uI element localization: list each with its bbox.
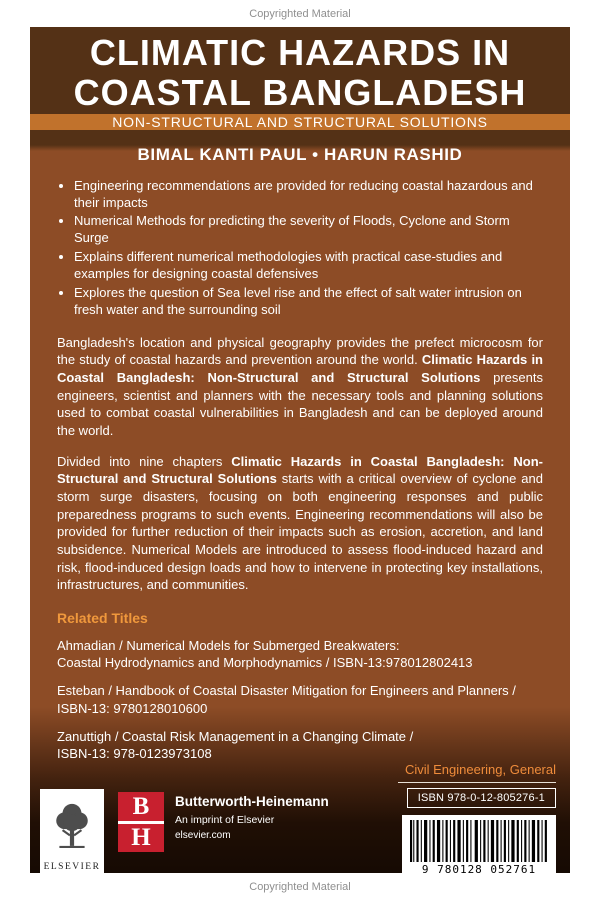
description-paragraph-1 <box>57 334 543 440</box>
paragraph-text: presents engineers, scientist and planners with the necessary tools and planning solutions used to combat coastal vulnerabilities in Bangladesh and can be deployed around the world. <box>57 370 543 439</box>
description-paragraph-2 <box>57 453 543 594</box>
paragraph-text: starts with a critical overview of cyclone and storm surge disasters, focusing on both engineering responses and public preparedness programs to such events. Engineering recommendations will also be provided for further reduction of their impacts such as erosion, accretion, and land subsidence. Numerical Models are introduced to assess flood-induced hazard and risk, flood-induced design loads and how to intervene in protecting key installations, infrastructures, and communities. <box>57 471 543 593</box>
title-line-1: CLIMATIC HAZARDS IN <box>89 32 511 73</box>
authors-line: BIMAL KANTI PAUL • HARUN RASHID <box>137 144 463 164</box>
subtitle-banner: NON-STRUCTURAL AND STRUCTURAL SOLUTIONS <box>30 114 570 130</box>
elsevier-logo <box>40 789 104 873</box>
related-title-line: Zanuttigh / Coastal Risk Management in a Changing Climate / <box>57 728 414 744</box>
related-title-line: Coastal Hydrodynamics and Morphodynamics / ISBN-13:978012802413 <box>57 655 473 671</box>
bullet-item: • Numerical Methods for predicting the severity of Floods, Cyclone and Storm Surge <box>74 213 542 247</box>
elsevier-tree-icon <box>51 795 93 859</box>
related-titles-section <box>57 610 543 762</box>
elsevier-logo-text: ELSEVIER <box>43 862 101 873</box>
isbn-box <box>407 788 556 808</box>
watermark-top: Copyrighted Material <box>249 7 351 20</box>
barcode-bars-icon <box>410 820 548 862</box>
isbn-area <box>398 762 556 873</box>
imprint-text <box>175 794 329 852</box>
butterworth-heinemann-logo <box>118 792 164 852</box>
category-label: Civil Engineering, General <box>404 762 556 778</box>
imprint-block <box>118 792 329 852</box>
bullet-list <box>74 178 542 321</box>
paragraph-text: Divided into nine chapters <box>57 453 232 469</box>
isbn-label: ISBN 978-0-12-805276-1 <box>417 792 545 805</box>
book-title-bold: Climatic Hazards in Coastal Bangladesh: Non-Structural and Structural Solutions <box>57 352 543 386</box>
related-title-line: ISBN-13: 978-0123973108 <box>57 745 212 761</box>
watermark-bottom: Copyrighted Material <box>249 880 351 893</box>
imprint-subtitle: An imprint of Elsevier <box>175 814 275 827</box>
book-cover <box>30 27 570 873</box>
bullet-item: • Explains different numerical methodologies with practical case-studies and examples for designing coastal defensives <box>74 249 542 283</box>
barcode-number: 9 780128 052761 <box>421 863 537 873</box>
related-title-item <box>57 728 543 762</box>
title-line-2: COASTAL BANGLADESH <box>73 72 527 114</box>
title-block <box>30 27 570 114</box>
divider-rule <box>398 782 556 783</box>
publisher-footer <box>30 762 570 873</box>
related-title-line: ISBN-13: 9780128010600 <box>57 700 208 716</box>
related-title-line: Ahmadian / Numerical Models for Submerged Breakwaters: <box>57 638 400 654</box>
imprint-name: Butterworth-Heinemann <box>175 794 329 810</box>
related-title-item <box>57 682 543 716</box>
imprint-website: elsevier.com <box>175 830 231 842</box>
bh-letter-b: B <box>132 792 150 820</box>
book-title-bold: Climatic Hazards in Coastal Bangladesh: Non-Structural and Structural Solutions <box>57 453 543 487</box>
bullet-item: • Engineering recommendations are provided for reducing coastal hazardous and their impacts <box>74 178 542 212</box>
paragraph-text: Bangladesh's location and physical geography provides the prefect microcosm for the study of coastal hazards and prevention around the world. <box>57 334 543 368</box>
bh-letter-h: H <box>131 824 151 852</box>
publisher-logos <box>40 789 329 873</box>
related-title-line: Esteban / Handbook of Coastal Disaster Mitigation for Engineers and Planners / <box>57 683 516 699</box>
related-title-item <box>57 637 543 671</box>
barcode <box>402 815 556 873</box>
bullet-item: • Explores the question of Sea level rise and the effect of salt water intrusion on fresh water and the surrounding soil <box>74 285 542 319</box>
related-titles-heading: Related Titles <box>57 610 148 627</box>
